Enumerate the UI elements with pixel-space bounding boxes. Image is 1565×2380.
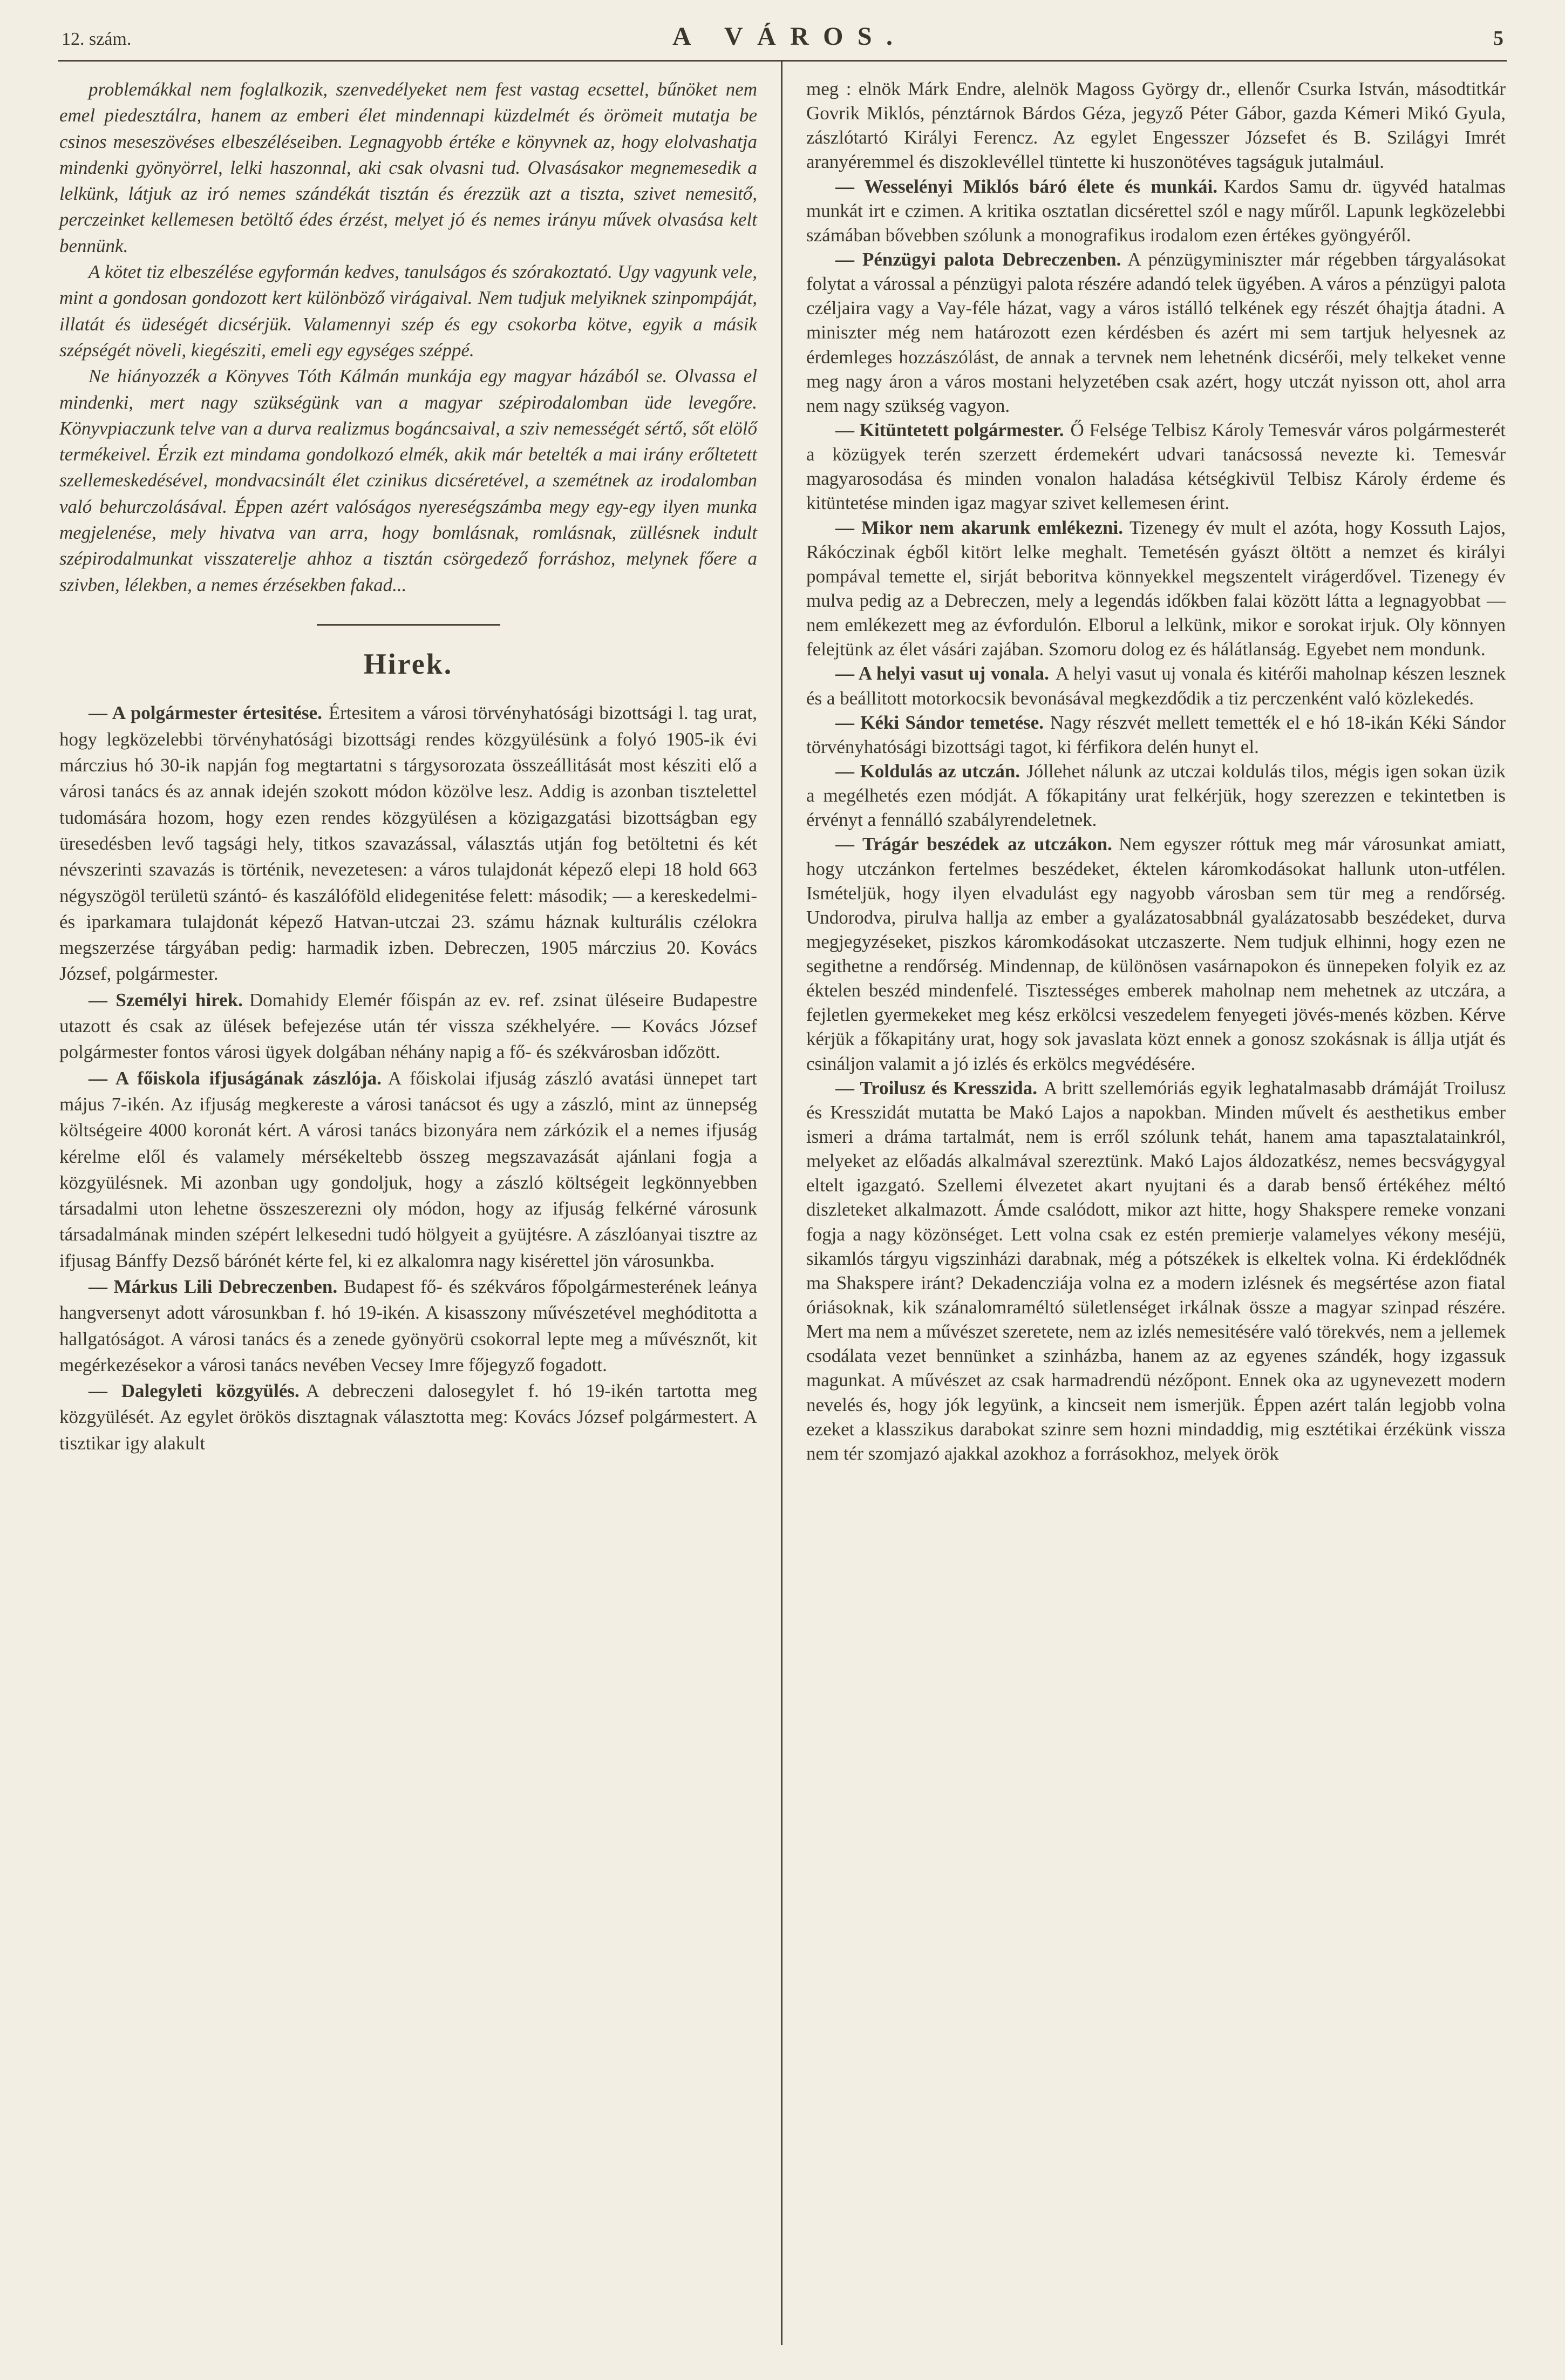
news-item-text: Domahidy Elemér főispán az ev. ref. zsinat üléseire Budapestre utazott és csak az ülések befejezése után tér vissza székhelyére. — Kovács József polgármester fontos városi ügyek dolgában néhány napig a fő- és székvárosban időzött.: [59, 989, 758, 1063]
news-item: [59, 1274, 757, 1378]
continuation-paragraph: meg : elnök Márk Endre, alelnök Magoss György dr., ellenőr Csurka István, másodtitkár Govrik Miklós, pénztárnok Bárdos Géza, jegyző Péter Gábor, gazda Kémeri Mikó Gyula, zászlótartó Királyi Ferencz. Az egylet Engesszer Józsefet és B. Szilágyi Imrét aranyéremmel és diszoklevéllel tüntette ki huszonötéves tagságuk jutalmául.: [806, 78, 1506, 173]
book-review-continuation: [59, 77, 757, 598]
newspaper-title: A VÁROS.: [672, 22, 907, 51]
news-item: [59, 1378, 757, 1456]
news-item: [806, 418, 1506, 516]
news-item: [806, 759, 1506, 832]
news-item-text: A debreczeni dalosegylet f. hó 19-ikén tartotta meg közgyülését. Az egylet örökös disztagnak választotta meg: Kovács József polgármestert. A tisztikar igy alakult: [59, 1380, 757, 1454]
news-item: [806, 174, 1506, 247]
news-item: [59, 987, 757, 1066]
news-item: [806, 710, 1506, 759]
news-items-right: [806, 174, 1506, 1466]
news-item-text: Jóllehet nálunk az utczai koldulás tilos, mégis igen sokan üzik a megélhetés ezen módját. A főkapitány urat felkérjük, hogy szerezzen e tekintetben is érvényt a fennálló szabályrendeletnek.: [806, 760, 1506, 831]
news-item-lead: — Személyi hirek.: [89, 989, 243, 1011]
news-item-text: Kardos Samu dr. ügyvéd hatalmas munkát irt e czimen. A kritika osztatlan dicsérettel szól e nagy műről. Lapunk legközelebbi számában bővebben szólunk a monografikus irodalom ezen értékes gyöngyéről.: [806, 175, 1506, 246]
review-paragraph: A kötet tiz elbeszélése egyformán kedves, tanulságos és szórakoztató. Ugy vagyunk vele, mint a gondosan gondozott kert különböző virágaival. Nem tudjuk melyiknek szinpompáját, illatát és üdeségét dicsérjük. Valamennyi szép és egy csokorba kötve, egyik a másik szépségét növeli, kiegésziti, emeli egy egységes széppé.: [59, 261, 757, 361]
issue-number: 12. szám.: [62, 29, 132, 49]
news-item: [806, 1076, 1506, 1466]
news-item: [59, 1066, 757, 1274]
page-number: 5: [1493, 27, 1504, 50]
page-header: [58, 22, 1507, 60]
news-item: [806, 247, 1506, 418]
review-paragraph: Ne hiányozzék a Könyves Tóth Kálmán munkája egy magyar házából se. Olvassa el mindenki, mert nagy szükségünk van a magyar szépirodalomban üde levegőre. Könyvpiaczunk telve van a durva realizmus bogáncsaival, a sziv nemességét sértő, sőt elölő termékeivel. Érzik ezt mindama gondolkozó elmék, akik már betelték a mai irány erőltetett szellemeskedésével, mondvacsinált élet czinikus dicséretével, a szemétnek az irodalomban való behurczolásával. Éppen azért valóságos nyereségszámba megy egy-egy ilyen munka megjelenése, mely hivatva van arra, hogy bomlásnak, romlásnak, züllésnek indult szépirodalmunkat visszaterelje ahhoz a tisztán csörgedező forráshoz, melynek főere a szivben, lélekben, a nemes érzésekben fakad...: [59, 365, 757, 595]
section-divider: [317, 624, 500, 626]
news-item-text: Budapest fő- és székváros főpolgármesterének leánya hangversenyt adott városunkban f. hó 19-ikén. A kisasszony művészetével meghóditotta a hallgatóságot. A városi tanács és a zenede gyönyörü csokorral lepte meg a művésznőt, kit megérkezésekor a városi tanács nevében Vecsey Imre főjegyző fogadott.: [59, 1276, 757, 1375]
news-item-lead: — A főiskola ifjuságának zászlója.: [89, 1067, 382, 1089]
news-item-lead: — Dalegyleti közgyülés.: [89, 1380, 300, 1402]
news-item-lead: — Márkus Lili Debreczenben.: [89, 1276, 338, 1297]
news-item-lead: — Kéki Sándor temetése.: [835, 711, 1044, 733]
news-item-lead: — Koldulás az utczán.: [835, 760, 1020, 782]
news-item-lead: — Mikor nem akarunk emlékezni.: [835, 517, 1124, 538]
news-item-text: Tizenegy év mult el azóta, hogy Kossuth Lajos, Rákóczinak égből kitört lelke meghalt. Temetésén gyászt öltött a nemzet és királyi pompával temette el, sirját beboritva könnyekkel megszentelt virágerdővel. Tizenegy év mulva pedig az a Debreczen, mely a legendás időkben falai között látta a legnagyobbat — nem emlékezett meg az évfordulón. Elborul a lelkünk, mikor e sorokat irjuk. Oly könnyen felejtünk az élet vásári zajában. Szomoru dolog ez és hálátlanság. Egyebet nem mondunk.: [806, 517, 1506, 660]
news-item-lead: — Troilusz és Kresszida.: [835, 1077, 1037, 1099]
left-column: [58, 62, 782, 2345]
news-item-text: A britt szellemóriás egyik leghatalmasabb drámáját Troilusz és Kresszidát mutatta be Makó Lajos a napokban. Minden művelt és aesthetikus ember ismeri a dráma tartalmát, nem is erről szólunk tehát, hanem ama tapasztalatainkról, melyeket az előadás alkalmával szereztünk. Makó Lajos áldozatkész, nemes becsvágygyal eltelt igazgató. Szellemi élvezetet akart nyujtani és a darab benső értékéhez méltó diszleteket alkalmazott. Ámde csalódott, mikor azt hitte, hogy Shakspere remeke vonzani fogja a nagy közönséget. Lett volna csak ez estén premierje valamelyes vékony meséjü, sikamlós tárgyu vigszinházi darabnak, még a pótszékek is elkeltek volna. Ki érdeklődnék ma Shakspere iránt? Dekadencziája volna ez a modern izlésnek és megsértése azon fiatal óriásoknak, kik szánalomraméltó sületlenséget irkálnak össze a magyar szinpad részére. Mert ma nem a művészet szeretete, nem az izlés nemesitésére való törekvés, nem a jellemek csodálata vezet bennünket a szinházba, hanem az az egyenes szándék, hogy izgassuk magunkat. A művészet az csak harmadrendü nézőpont. Ennek oka az ugynevezett modern nevelés és, hogy jók legyünk, a kincseit nem ismerjük. Éppen azért talán legjobb volna ezeket a klasszikus darabokat szinre sem hozni mindaddig, mig esztétikai érzékünk vissza nem tér szomjazó ajakkal azokhoz a forrásokhoz, melyek örök: [806, 1077, 1506, 1464]
news-item: [59, 700, 757, 987]
news-item-text: Nagy részvét mellett temették el e hó 18-ikán Kéki Sándor törvényhatósági bizottsági tagot, ki férfikora delén hunyt el.: [806, 711, 1506, 757]
review-paragraph: problemákkal nem foglalkozik, szenvedélyeket nem fest vastag ecsettel, bűnöket nem emel piedesztálra, hanem az emberi élet mindennapi küzdelmét és örömeit mutatja be csinos meseszövéses elbeszéléseiben. Legnagyobb értéke e könyvnek az, hogy elolvashatja mindenki gyönyörrel, lelki haszonnal, aki csak olvasni tud. Olvasásakor megnemesedik a lelkünk, látjuk az iró nemes szándékát tisztán és érezzük azt a tiszta, szivet nemesitő, perczeinket kellemesen betöltő édes érzést, melyet jó és nemes irányu művek olvasása kelt bennünk.: [59, 79, 757, 256]
news-item-lead: — Kitüntetett polgármester.: [835, 419, 1064, 440]
news-item-text: Nem egyszer róttuk meg már városunkat amiatt, hogy utczánkon fertelmes beszédeket, éktelen káromkodásokat hallunk uton-utfélen. Ismételjük, hogy ilyen elvadulást egy nagyobb városban sem tür meg a rendőrség. Undorodva, pirulva hallja az ember a gyalázatosabbnál gyalázatosabb beszédeket, durva megjegyzéseket, piszkos káromkodásokat utczaszerte. Nem tudjuk elhinni, hogy ezen ne segithetne a rendőrség. Mindennap, de különösen vasárnapokon és ünnepeken folyik ez az éktelen beszéd mindenfelé. Tisztességes emberek maholnap nem mehetnek az utczára, a fejletlen gyermekeket meg kész erkölcsi veszedelem fenyegeti jövés-menés közben. Kérve kérjük a főkapitány urat, hogy sok javaslata közt ennek a gonosz szokásnak is állja utját és csináljon valamit a jó izlés és erkölcs megvédésére.: [806, 833, 1506, 1074]
news-item-lead: — A helyi vasut uj vonala.: [835, 663, 1049, 684]
content-columns: [58, 62, 1507, 2345]
news-item-lead: — Wesselényi Miklós báró élete és munkái.: [835, 175, 1218, 197]
news-items-left: [59, 700, 757, 1456]
news-item-lead: — Trágár beszédek az utczákon.: [835, 833, 1112, 855]
news-item: [806, 661, 1506, 710]
news-item-text: A helyi vasut uj vonala és kitérői maholnap készen lesznek és a beállitott motorkocsik bevonásával megkezdődik a tiz perczenként való közlekedés.: [806, 663, 1506, 709]
news-item-lead: — Pénzügyi palota Debreczenben.: [835, 248, 1121, 270]
news-item: [806, 516, 1506, 662]
news-item-text: A pénzügyminiszter már régebben tárgyalásokat folytat a várossal a pénzügyi palota részére adandó telek ügyében. A város a pénzügyi palota czéljaira vagy a Vay-féle házat, vagy a város istálló telkének egy részét óhajtja átadni. A miniszter még nem határozott ezen kérdésben és azért mi sem tartjuk helyesnek az érdemleges hozzászólást, de annak a tervnek nem lehetnénk dicsérői, mely telkeket venne meg nagy áron a város mostani helyzetében csak azért, hogy utczát nyisson ott, ahol arra nem nagy szükség vagyon.: [806, 248, 1506, 416]
right-column: [782, 62, 1507, 2345]
news-item-lead: — A polgármester értesitése.: [89, 702, 322, 724]
news-item-text: Ő Felsége Telbisz Károly Temesvár város polgármesterét a közügyek terén szerzett érdemekért udvari tanácsossá nevezte ki. Temesvár magyarosodása és minden vonalon haladása kétségkivül Telbisz Károly érdeme és kitüntetése minden igaz magyar szivet kellemesen érint.: [806, 419, 1506, 514]
news-item-text: Értesitem a városi törvényhatósági bizottsági l. tag urat, hogy legközelebbi törvényhatósági bizottsági rendes közgyülésünk a folyó 1905-ik évi márczius hó 30-ik napján fog megtartatni s tárgysorozata összeállitását most késziti elő a városi tanács és az annak idején szokott módon közölve lesz. Addig is azonban tisztelettel tudomására hozom, hogy ezen rendes közgyülésen a közigazgatási bizottságban egy üresedésben levő tagsági hely, titkos szavazással, választás utján fog betöltetni és két névszerinti szavazás is történik, nevezetesen: a város tulajdonát képező elepi 18 hold 663 négyszögöl területü szántó- és kaszálóföld elidegenitése felett: második; — a kereskedelmi- és iparkamara tulajdonát képező Hatvan-utczai 23. számu háznak kulturális czélokra megszerzése tárgyában pedig: harmadik izben. Debreczen, 1905 márczius 20. Kovács József, polgármester.: [59, 702, 757, 985]
news-section-heading: Hirek.: [363, 647, 453, 680]
news-item: [806, 832, 1506, 1075]
news-item-text: A főiskolai ifjuság zászló avatási ünnepet tart május 7-ikén. Az ifjuság megkereste a városi tanácsot és ugy a zászló, mint az ünnepség költségeire 4000 koronát kért. A városi tanács bizonyára nem zárkózik el a nemes ifjuság kérelme elől és valamely mérsékeltebb összeg megszavazását ajánlani fogja a közgyülésnek. Mi azonban ugy gondoljuk, hogy a zászló költségeit legkönnyebben társadalmi uton lehetne összeszerezni oly módon, hogy az ifjuság felkérné városunk társadalmának minden szépért lelkesedni tudó hölgyeit a gyüjtésre. A zászlóanyai tisztre az ifjusag Bánffy Dezső bárónét kérte fel, ki ez alkalomra nagy kisérettel jön városunkba.: [59, 1067, 757, 1271]
